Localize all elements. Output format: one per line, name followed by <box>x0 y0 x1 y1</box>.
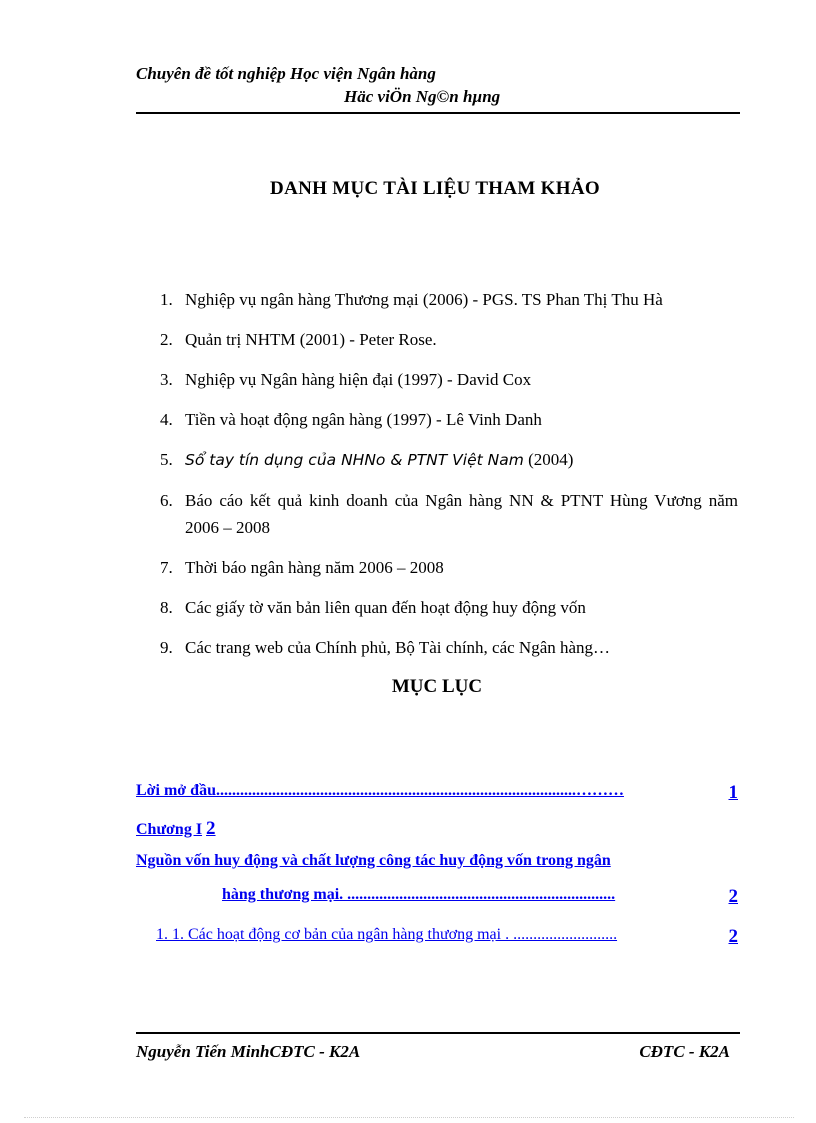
reference-item <box>160 634 738 661</box>
header-line-2: Häc viÖn Ng©n hµng <box>344 87 501 106</box>
footer-author: Nguyễn Tiến MinhCĐTC - K2A <box>136 1042 361 1061</box>
reference-number: 4. <box>160 410 173 429</box>
toc-link-intro[interactable]: Lời mở đầu..........................................................................................……… <box>136 782 624 799</box>
toc-entry-intro <box>136 782 740 800</box>
reference-text: Tiền và hoạt động ngân hàng (1997) - Lê Vinh Danh <box>185 410 542 429</box>
reference-item <box>160 406 738 433</box>
reference-item <box>160 366 738 393</box>
references-title: DANH MỤC TÀI LIỆU THAM KHẢO <box>270 178 600 199</box>
header-line-1: Chuyên đề tốt nghiệp Học viện Ngân hàng <box>136 64 436 83</box>
toc-page-number: 1 <box>728 782 738 800</box>
reference-text: Nghiệp vụ Ngân hàng hiện đại (1997) - David Cox <box>185 370 532 389</box>
reference-text: Các giấy tờ văn bản liên quan đến hoạt động huy động vốn <box>185 598 586 617</box>
toc-entry-chapter-title-cont <box>136 886 740 904</box>
toc-page-number: 2 <box>728 886 738 904</box>
toc-chapter-page[interactable]: 2 <box>206 818 216 839</box>
reference-number: 8. <box>160 598 173 617</box>
reference-text: Quản trị NHTM (2001) - Peter Rose. <box>185 330 437 349</box>
reference-text: Thời báo ngân hàng năm 2006 – 2008 <box>185 558 444 577</box>
reference-item <box>160 594 738 621</box>
reference-item <box>160 446 738 474</box>
reference-text: Nghiệp vụ ngân hàng Thương mại (2006) - PGS. TS Phan Thị Thu Hà <box>185 290 663 309</box>
page-bottom-divider <box>24 1117 794 1118</box>
reference-item <box>160 326 738 353</box>
toc-link-section-1-1[interactable]: 1. 1. Các hoạt động cơ bản của ngân hàng thương mại . .......................... <box>156 926 618 943</box>
footer-class: CĐTC - K2A <box>639 1042 730 1061</box>
toc-entry-chapter-title <box>136 852 740 870</box>
reference-item <box>160 286 738 313</box>
reference-number: 1. <box>160 290 173 309</box>
references-list <box>160 286 738 674</box>
reference-item <box>160 554 738 581</box>
reference-number: 9. <box>160 638 173 657</box>
toc-link-chapter-title[interactable]: Nguồn vốn huy động và chất lượng công tác huy động vốn trong ngân <box>136 852 611 869</box>
page-footer <box>136 1032 740 1062</box>
toc-title: MỤC LỤC <box>391 676 483 697</box>
reference-number: 7. <box>160 558 173 577</box>
reference-text: Báo cáo kết quả kinh doanh của Ngân hàng NN & PTNT Hùng Vương năm 2006 – 2008 <box>185 491 738 537</box>
reference-number: 5. <box>160 450 173 469</box>
toc-page-number: 2 <box>728 926 738 944</box>
toc-entry-section-1-1 <box>136 926 740 944</box>
reference-number: 6. <box>160 491 173 510</box>
reference-item <box>160 487 738 541</box>
reference-number: 2. <box>160 330 173 349</box>
reference-italic-title: Sổ tay tín dụng của NHNo & PTNT Việt Nam <box>185 451 524 469</box>
page-header <box>136 62 740 114</box>
reference-number: 3. <box>160 370 173 389</box>
reference-text: (2004) <box>523 450 574 469</box>
reference-text: Các trang web của Chính phủ, Bộ Tài chính, các Ngân hàng… <box>185 638 611 657</box>
toc-link-chapter-title-cont[interactable]: hàng thương mại. ................................................................... <box>222 886 616 903</box>
toc-link-chapter-1[interactable]: Chương I <box>136 821 203 838</box>
toc-entry-chapter <box>136 818 740 840</box>
